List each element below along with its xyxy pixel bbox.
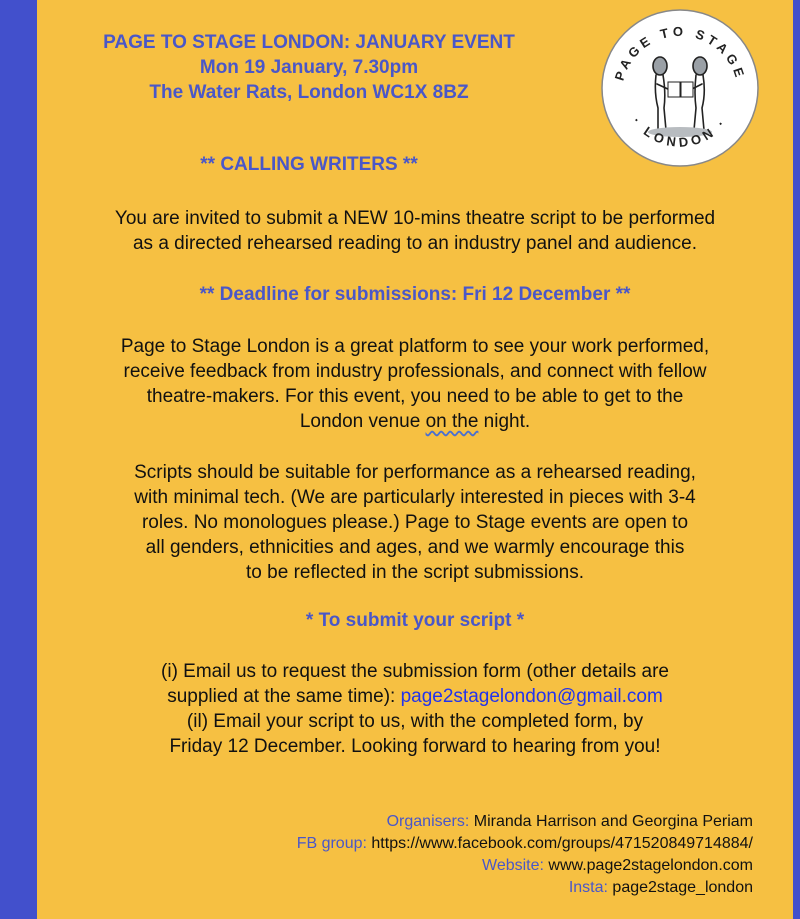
website-label: Website: [482,857,544,874]
website-link[interactable]: www.page2stagelondon.com [543,857,753,874]
scripts-line: Scripts should be suitable for performance as a rehearsed reading, [134,462,696,483]
insta-label: Insta: [568,879,608,896]
scripts-line: to be reflected in the script submissions. [246,562,584,583]
submit-line: (i) Email us to request the submission form (other details are [161,661,669,682]
about-line: Page to Stage London is a great platform to see your work performed, [120,336,710,357]
fb-group-link[interactable]: https://www.facebook.com/groups/471520849714884/ [366,835,753,852]
svg-text:· LONDON ·: · LONDON · [629,113,731,150]
scripts-line: all genders, ethnicities and ages, and we warmly encourage this [145,537,685,558]
flyer-page [37,0,793,919]
scripts-line: with minimal tech. (We are particularly interested in pieces with 3-4 [134,487,696,508]
about-line: receive feedback from industry professionals, and connect with fellow [123,361,707,382]
organisers-value: Miranda Harrison and Georgina Periam [469,813,753,830]
svg-text:PAGE TO STAGE: PAGE TO STAGE [611,23,749,83]
calling-writers-heading: ** CALLING WRITERS ** [200,154,418,175]
insta-row [297,877,753,899]
about-line-end: night. [478,411,531,432]
scripts-paragraph [37,460,793,585]
submit-heading: * To submit your script * [305,610,525,631]
about-line: theatre-makers. For this event, you need to be able to get to the [146,386,684,407]
page-to-stage-logo [600,8,760,168]
about-paragraph [37,334,793,434]
intro-paragraph [37,206,793,256]
submit-line: (il) Email your script to us, with the completed form, by [186,711,644,732]
organisers-label: Organisers: [386,813,470,830]
submit-line: supplied at the same time): [167,686,401,707]
fb-group-row [297,833,753,855]
event-title: PAGE TO STAGE LONDON: JANUARY EVENT [103,32,515,53]
footer-credits [297,811,753,899]
email-link[interactable]: page2stagelondon@gmail.com [400,686,663,707]
event-venue: The Water Rats, London WC1X 8BZ [149,82,469,103]
organisers-row [297,811,753,833]
intro-line: You are invited to submit a NEW 10-mins theatre script to be performed [114,208,716,229]
scripts-line: roles. No monologues please.) Page to Stage events are open to [141,512,689,533]
intro-line: as a directed rehearsed reading to an industry panel and audience. [132,233,698,254]
submit-line: Friday 12 December. Looking forward to hearing from you! [169,736,661,757]
fb-group-label: FB group: [296,835,367,852]
spellcheck-underlined-text: on the [425,411,479,432]
event-header [37,30,581,105]
about-line: London venue [299,411,426,432]
event-date: Mon 19 January, 7.30pm [199,57,419,78]
website-row [297,855,753,877]
submit-instructions [37,659,793,759]
insta-handle[interactable]: page2stage_london [607,879,753,896]
deadline-heading: ** Deadline for submissions: Fri 12 December ** [199,284,631,305]
